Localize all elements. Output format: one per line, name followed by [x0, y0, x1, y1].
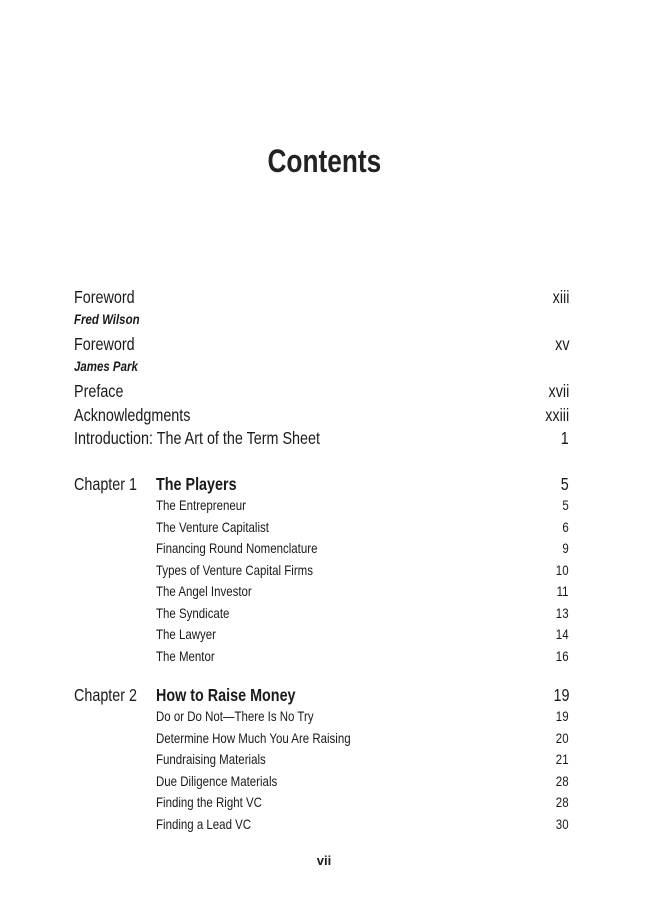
section-page-text: 14 — [556, 626, 569, 642]
section-label — [156, 729, 393, 747]
toc-entry-page-text: xxiii — [545, 404, 569, 425]
section-page — [553, 750, 569, 768]
section-label-text: The Angel Investor — [156, 583, 252, 599]
section-label-text: Fundraising Materials — [156, 751, 266, 767]
section-label-text: The Venture Capitalist — [156, 518, 269, 535]
section-page — [553, 561, 569, 579]
chapter-page-text: 5 — [561, 474, 569, 494]
toc-entry-label — [74, 286, 148, 308]
toc-entry-page — [552, 333, 570, 355]
section-page-text: 10 — [556, 561, 569, 578]
toc-entry-label — [74, 380, 134, 402]
toc-entry-page — [544, 380, 569, 402]
toc-entry-label-text: Preface — [74, 381, 124, 401]
chapter-label — [74, 684, 151, 706]
section-label — [156, 707, 348, 725]
toc-entry[interactable] — [74, 404, 569, 426]
section-page — [553, 647, 569, 665]
toc-entry-page-text: 1 — [561, 428, 569, 448]
toc-entry-author-text: James Park — [74, 357, 138, 374]
page-title: Contents — [267, 143, 381, 179]
toc-entry-author — [74, 357, 152, 375]
toc-entry-label — [74, 427, 374, 449]
chapter-label-text: Chapter 1 — [74, 474, 138, 494]
section-label — [156, 647, 228, 665]
section-page-text: 20 — [556, 729, 569, 746]
section-page — [553, 772, 569, 790]
section-label-text: Do or Do Not—There Is No Try — [156, 708, 314, 724]
section-page — [553, 625, 569, 643]
section-page-text: 11 — [557, 583, 569, 599]
section-label-text: Financing Round Nomenclature — [156, 540, 318, 556]
section-label-text: The Lawyer — [156, 626, 216, 642]
section-label — [156, 625, 229, 643]
toc-entry-label-text: Foreword — [74, 334, 135, 354]
section-page — [553, 793, 569, 811]
chapter-title-text: How to Raise Money — [156, 685, 296, 705]
section-page-text: 16 — [556, 647, 569, 664]
chapter-label-text: Chapter 2 — [74, 685, 138, 705]
section-page-text: 28 — [556, 772, 569, 789]
section-page-text: 30 — [556, 815, 569, 832]
section-label — [156, 496, 266, 514]
section-page — [553, 815, 569, 833]
toc-entry-label-text: Introduction: The Art of the Term Sheet — [74, 428, 320, 448]
section-label-text: Due Diligence Materials — [156, 772, 278, 789]
toc-entry-label-text: Acknowledgments — [74, 404, 191, 425]
section-label-text: Finding the Right VC — [156, 794, 262, 810]
toc-entry-page — [549, 286, 569, 308]
toc-entry[interactable] — [74, 380, 569, 402]
section-label — [156, 750, 290, 768]
chapter-title — [156, 473, 254, 495]
section-label-text: Determine How Much You Are Raising — [156, 729, 351, 746]
chapter-label — [74, 473, 151, 495]
section-page — [561, 496, 569, 514]
section-page-text: 13 — [556, 604, 569, 621]
section-label — [156, 518, 294, 536]
section-page-text: 28 — [556, 794, 569, 810]
toc-entry[interactable] — [74, 427, 569, 449]
section-page — [554, 582, 569, 600]
toc-entry[interactable] — [74, 286, 569, 308]
section-page — [553, 604, 569, 622]
section-label-text: The Syndicate — [156, 604, 230, 621]
toc-entry-page — [540, 404, 569, 426]
section-label — [156, 604, 246, 622]
section-page-text: 21 — [556, 751, 569, 767]
toc-entry-label — [74, 333, 148, 355]
section-page-text: 19 — [556, 708, 569, 724]
section-page — [561, 539, 569, 557]
chapter-page — [550, 684, 569, 706]
section-label-text: The Entrepreneur — [156, 497, 246, 513]
section-page-text: 6 — [562, 518, 569, 535]
section-label — [156, 815, 272, 833]
section-label-text: Finding a Lead VC — [156, 815, 252, 832]
toc-entry-author — [74, 310, 154, 328]
toc-entry-page-text: xiii — [552, 287, 569, 307]
section-page — [553, 707, 569, 725]
section-page — [561, 518, 569, 536]
section-label — [156, 561, 347, 579]
chapter-page-text: 19 — [553, 685, 569, 705]
toc-entry-label — [74, 404, 216, 426]
section-label — [156, 793, 285, 811]
toc-entry-page-text: xvii — [548, 381, 569, 401]
toc-entry-label-text: Foreword — [74, 287, 135, 307]
chapter-title — [156, 684, 326, 706]
section-page-text: 5 — [562, 497, 569, 513]
toc-entry[interactable] — [74, 333, 569, 355]
chapter-page — [559, 473, 569, 495]
section-label — [156, 539, 353, 557]
section-page-text: 9 — [562, 540, 569, 556]
section-label-text: Types of Venture Capital Firms — [156, 561, 313, 578]
chapter-title-text: The Players — [156, 474, 237, 494]
toc-entry-page-text: xv — [554, 334, 569, 354]
section-page — [553, 729, 569, 747]
section-label-text: The Mentor — [156, 647, 215, 664]
page-number: vii — [316, 853, 332, 868]
section-label — [156, 582, 273, 600]
toc-entry-author-text: Fred Wilson — [74, 310, 140, 327]
section-label — [156, 772, 304, 790]
toc-entry-page — [559, 427, 569, 449]
